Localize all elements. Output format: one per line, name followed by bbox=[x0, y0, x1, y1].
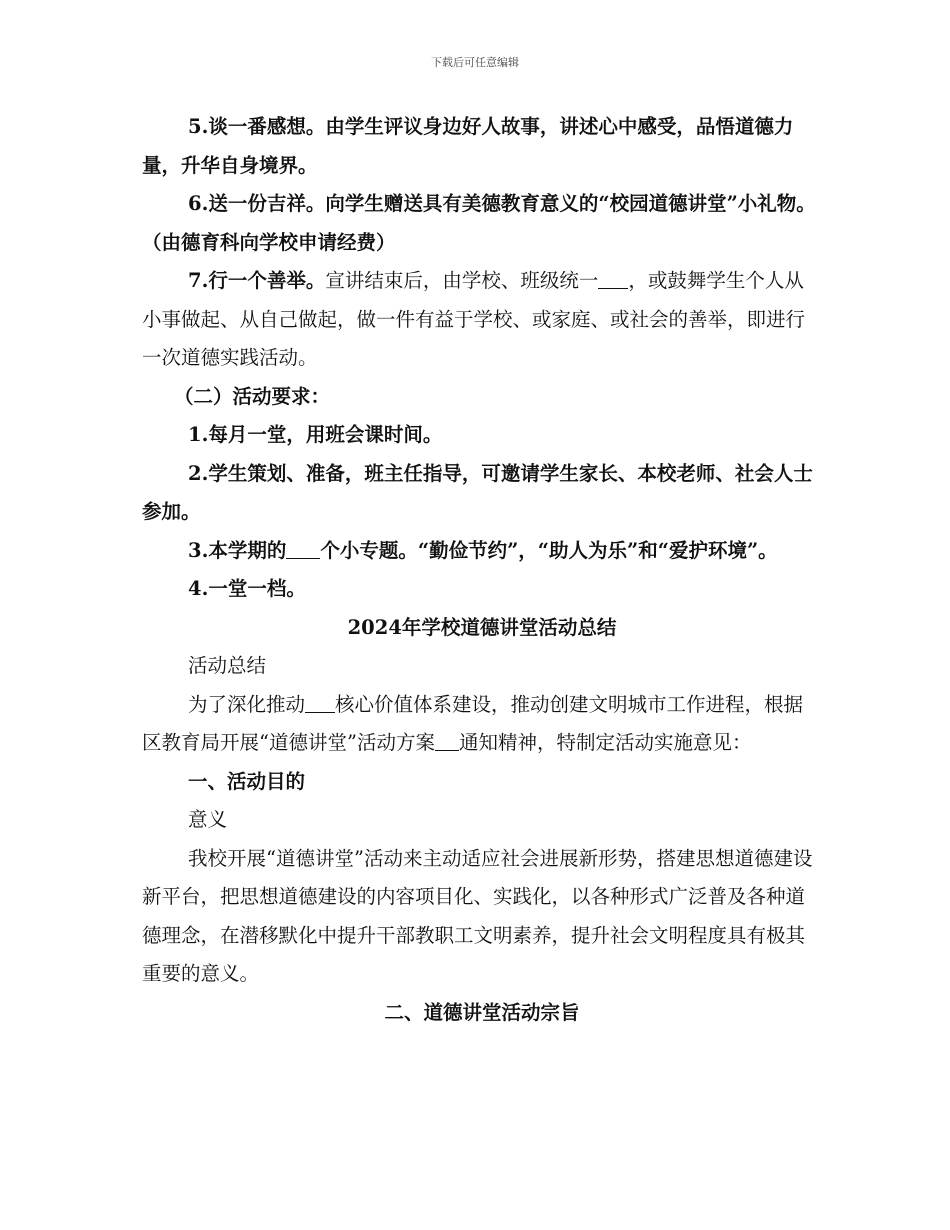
item-6: 6.送一份吉祥。向学生赠送具有美德教育意义的“校园道德讲堂”小礼物。（由德育科向学校申请经费） bbox=[142, 192, 816, 254]
summary-intro-b: 核心价值体系建设，推动创建文明城市工作进程，根据区教育局开展“道德讲堂”活动方案 bbox=[142, 692, 804, 754]
document-body bbox=[142, 108, 822, 1032]
section-2-title: 二、道德讲堂活动宗旨 bbox=[384, 1000, 580, 1024]
item-5: 5.谈一番感想。由学生评议身边好人故事，讲述心中感受，品悟道德力量，升华自身境界。 bbox=[142, 115, 794, 177]
item-7-heading: 7.行一个善举。 bbox=[188, 269, 326, 292]
requirement-2: 2.学生策划、准备，班主任指导，可邀请学生家长、本校老师、社会人士参加。 bbox=[142, 461, 813, 523]
fill-blank bbox=[598, 268, 628, 289]
page-header-note: 下载后可任意编辑 bbox=[431, 56, 519, 69]
fill-blank bbox=[305, 692, 335, 713]
section-1-title: 一、活动目的 bbox=[188, 769, 306, 793]
summary-intro bbox=[142, 686, 822, 763]
requirements-heading: （二）活动要求： bbox=[174, 384, 331, 408]
requirement-4: 4.一堂一档。 bbox=[188, 577, 306, 600]
fill-blank bbox=[286, 538, 320, 559]
fill-blank bbox=[435, 730, 459, 751]
summary-label: 活动总结 bbox=[188, 654, 267, 677]
requirement-3-b: 个小专题。“勤俭节约”，“助人为乐”和“爱护环境”。 bbox=[320, 538, 778, 562]
requirement-3 bbox=[142, 532, 822, 571]
item-7 bbox=[142, 262, 822, 378]
summary-intro-a: 为了深化推动 bbox=[188, 692, 306, 716]
section-1-body: 我校开展“道德讲堂”活动来主动适应社会进展新形势，搭建思想道德建设新平台，把思想道德建设的内容项目化、实践化，以各种形式广泛普及各种道德理念，在潜移默化中提升干部教职工文明素养，提升社会文明程度具有极其重要的意义。 bbox=[142, 846, 813, 985]
requirement-3-a: 3.本学期的 bbox=[188, 538, 287, 562]
item-7-body-b: ，或鼓舞学生个人从小事做起、从自己做起，做一件有益于学校、或家庭、或社会的善举，即进行一次道德实践活动。 bbox=[142, 269, 806, 369]
item-7-body-a: 宣讲结束后，由学校、班级统一 bbox=[325, 269, 599, 292]
summary-title: 2024年学校道德讲堂活动总结 bbox=[347, 615, 617, 639]
section-1-subtitle: 意义 bbox=[188, 808, 228, 831]
requirement-1: 1.每月一堂，用班会课时间。 bbox=[188, 423, 443, 446]
summary-intro-c: 通知精神，特制定活动实施意见： bbox=[458, 731, 752, 754]
